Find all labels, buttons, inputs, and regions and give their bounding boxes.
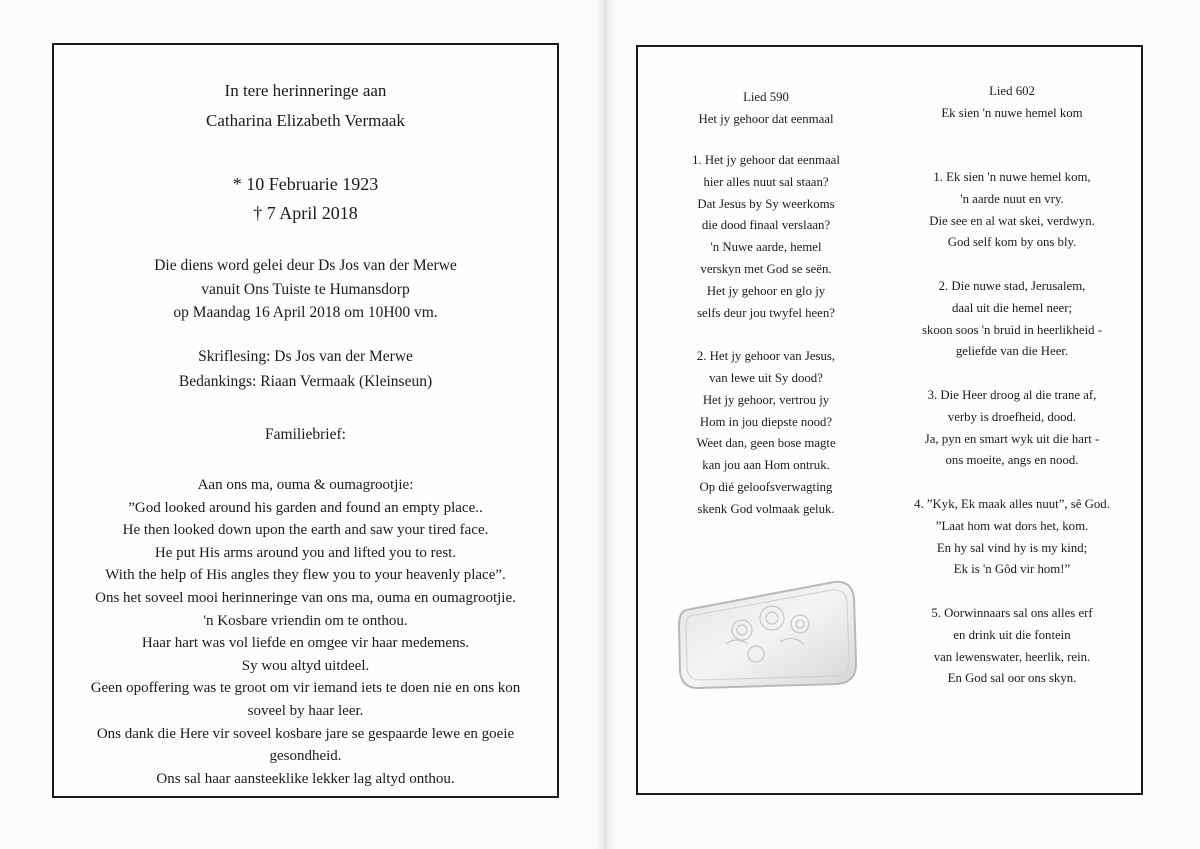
floral-card-image bbox=[676, 578, 858, 690]
verse-line: 'n aarde nuut en vry. bbox=[960, 191, 1064, 206]
scripture-reading: Skriflesing: Ds Jos van der Merwe bbox=[198, 348, 413, 365]
verse-line: van lewe uit Sy dood? bbox=[709, 370, 823, 385]
verse-line: 5. Oorwinnaars sal ons alles erf bbox=[931, 605, 1093, 620]
verse-line: ons moeite, angs en nood. bbox=[945, 453, 1079, 468]
verse-line: hier alles nuut sal staan? bbox=[703, 174, 829, 189]
verse-line: 'n Nuwe aarde, hemel bbox=[710, 240, 822, 255]
letter-heading: Familiebrief: bbox=[265, 426, 346, 443]
hymn-verses bbox=[646, 150, 886, 542]
verse-line: Die see en al wat skei, verdwyn. bbox=[929, 213, 1095, 228]
service-line: op Maandag 16 April 2018 om 10H00 vm. bbox=[173, 304, 438, 321]
verse-line: en drink uit die fontein bbox=[953, 627, 1071, 642]
letter-line: Ons het soveel mooi herinneringe van ons ma, ouma en oumagrootjie. bbox=[95, 589, 516, 606]
verse-line: Ja, pyn en smart wyk uit die hart - bbox=[924, 431, 1100, 446]
verse-line: 3. Die Heer droog al die trane af, bbox=[927, 387, 1097, 402]
memorial-panel bbox=[52, 43, 559, 798]
stanza bbox=[888, 494, 1136, 581]
verse-line: die dood finaal verslaan? bbox=[701, 218, 831, 233]
hymn-number: Lied 590 bbox=[743, 90, 789, 104]
memorial-title: In tere herinneringe aan bbox=[224, 81, 387, 100]
letter-line: With the help of His angles they flew you to your heavenly place”. bbox=[105, 567, 506, 584]
letter-line: gesondheid. bbox=[269, 748, 342, 765]
hymn-title: Ek sien 'n nuwe hemel kom bbox=[941, 106, 1083, 120]
verse-line: kan jou aan Hom ontruk. bbox=[702, 458, 830, 473]
letter-line: Ons sal haar aansteeklike lekker lag altyd onthou. bbox=[156, 770, 455, 787]
hymn-verses bbox=[888, 167, 1136, 712]
verse-line: daal uit die hemel neer; bbox=[951, 300, 1073, 315]
verse-line: Ek is 'n Gôd vir hom!” bbox=[953, 562, 1071, 577]
verse-line: 2. Het jy gehoor van Jesus, bbox=[696, 349, 836, 364]
letter-line: Geen opoffering was te groot om vir iemand iets te doen nie en ons kon bbox=[90, 680, 521, 697]
verse-line: van lewenswater, heerlik, rein. bbox=[933, 649, 1091, 664]
letter-line: soveel by haar leer. bbox=[247, 702, 364, 719]
verse-line: 4. ”Kyk, Ek maak alles nuut”, sê God. bbox=[914, 496, 1110, 511]
verse-line: verskyn met God se seën. bbox=[700, 261, 832, 276]
stanza bbox=[646, 346, 886, 520]
verse-line: 1. Ek sien 'n nuwe hemel kom, bbox=[933, 170, 1091, 184]
page-fold bbox=[596, 0, 614, 849]
verse-line: 2. Die nuwe stad, Jerusalem, bbox=[938, 278, 1086, 293]
birth-date: * 10 Februarie 1923 bbox=[232, 174, 379, 194]
verse-line: skenk God volmaak geluk. bbox=[697, 501, 835, 516]
service-line: Die diens word gelei deur Ds Jos van der Merwe bbox=[154, 257, 457, 274]
letter-line: Haar hart was vol liefde en omgee vir haar medemens. bbox=[141, 635, 470, 652]
service-line: vanuit Ons Tuiste te Humansdorp bbox=[201, 280, 410, 298]
verse-line: Het jy gehoor, vertrou jy bbox=[702, 392, 830, 407]
verse-line: Het jy gehoor en glo jy bbox=[706, 283, 826, 298]
verse-line: verby is droefheid, dood. bbox=[947, 409, 1077, 424]
stanza bbox=[646, 150, 886, 324]
hymn-title: Het jy gehoor dat eenmaal bbox=[698, 112, 834, 126]
stanza bbox=[888, 603, 1136, 690]
letter-line: Ons dank die Here vir soveel kosbare jare se gespaarde lewe en goeie bbox=[96, 725, 515, 742]
letter-line: Aan ons ma, ouma & oumagrootjie: bbox=[197, 477, 414, 493]
verse-line: skoon soos 'n bruid in heerlikheid - bbox=[921, 322, 1103, 337]
verse-line: Weet dan, geen bose magte bbox=[696, 436, 836, 451]
stanza bbox=[888, 385, 1136, 472]
letter-line: 'n Kosbare vriendin om te onthou. bbox=[203, 612, 408, 629]
letter-line: Sy wou altyd uitdeel. bbox=[241, 657, 370, 674]
hymn-number: Lied 602 bbox=[989, 84, 1035, 98]
family-letter bbox=[54, 474, 557, 790]
letter-line: ”God looked around his garden and found an empty place.. bbox=[128, 499, 483, 516]
verse-line: geliefde van die Heer. bbox=[955, 344, 1069, 359]
deceased-name: Catharina Elizabeth Vermaak bbox=[206, 111, 405, 130]
verse-line: En hy sal vind hy is my kind; bbox=[936, 540, 1088, 555]
verse-line: 1. Het jy gehoor dat eenmaal bbox=[692, 153, 840, 167]
verse-line: God self kom by ons bly. bbox=[947, 235, 1077, 250]
verse-line: En God sal oor ons skyn. bbox=[947, 671, 1077, 686]
stanza bbox=[888, 167, 1136, 254]
verse-line: Hom in jou diepste nood? bbox=[699, 414, 833, 429]
letter-line: He put His arms around you and lifted you to rest. bbox=[154, 544, 457, 561]
verse-line: Dat Jesus by Sy weerkoms bbox=[697, 196, 835, 211]
death-date: † 7 April 2018 bbox=[253, 203, 358, 223]
service-details bbox=[54, 254, 557, 325]
verse-line: selfs deur jou twyfel heen? bbox=[697, 305, 835, 320]
stanza bbox=[888, 276, 1136, 363]
readings bbox=[54, 344, 557, 394]
verse-line: ”Laat hom wat dors het, kom. bbox=[935, 518, 1089, 533]
thanks: Bedankings: Riaan Vermaak (Kleinseun) bbox=[178, 373, 433, 390]
letter-line: He then looked down upon the earth and saw your tired face. bbox=[122, 522, 489, 539]
verse-line: Op dié geloofsverwagting bbox=[699, 479, 833, 494]
